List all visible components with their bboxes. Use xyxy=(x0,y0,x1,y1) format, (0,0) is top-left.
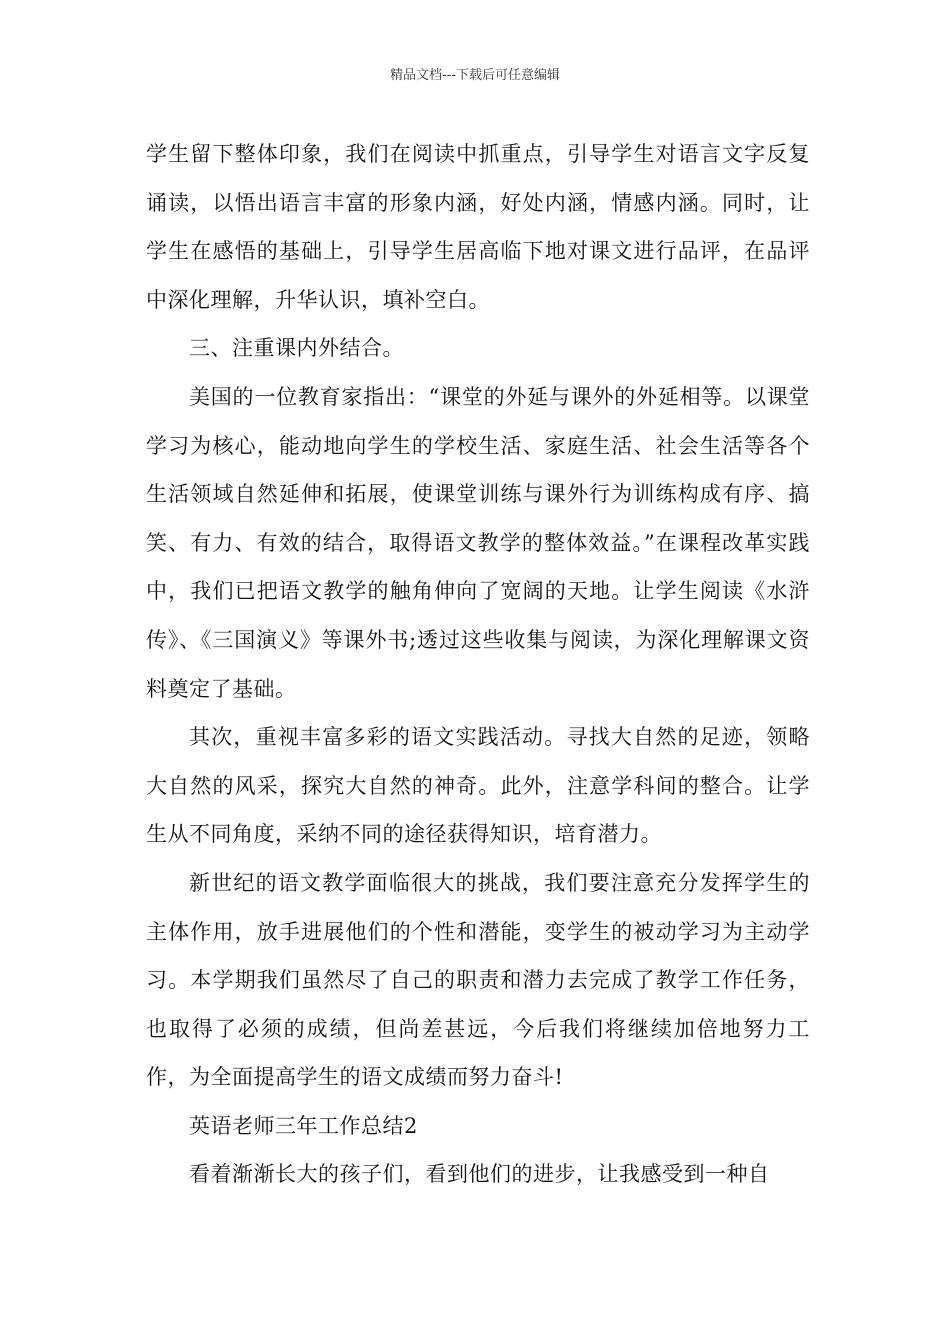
document-body xyxy=(146,130,810,1199)
paragraph-continuation: 学生留下整体印象，我们在阅读中抓重点，引导学生对语言文字反复诵读，以悟出语言丰富的形象内涵，好处内涵，情感内涵。同时，让学生在感悟的基础上，引导学生居高临下地对课文进行品评，在品评中深化理解，升华认识，填补空白。 xyxy=(146,142,810,312)
article-title: 英语老师三年工作总结2 xyxy=(189,1113,418,1138)
paragraph: 看着渐渐长大的孩子们，看到他们的进步，让我感受到一种自 xyxy=(189,1162,770,1187)
paragraph: 美国的一位教育家指出：“课堂的外延与课外的外延相等。以课堂学习为核心，能动地向学生的学校生活、家庭生活、社会生活等各个生活领域自然延伸和拓展，使课堂训练与课外行为训练构成有序、搞笑、有力、有效的结合，取得语文教学的整体效益。”在课程改革实践中，我们已把语文教学的触角伸向了宽阔的天地。让学生阅读《水浒传》、《三国演义》等课外书;透过这些收集与阅读，为深化理解课文资料奠定了基础。 xyxy=(146,384,810,701)
paragraph: 新世纪的语文教学面临很大的挑战，我们要注意充分发挥学生的主体作用，放手进展他们的个性和潜能，变学生的被动学习为主动学习。本学期我们虽然尽了自己的职责和潜力去完成了教学工作任务，也取得了必须的成绩，但尚差甚远，今后我们将继续加倍地努力工作，为全面提高学生的语文成绩而努力奋斗! xyxy=(146,870,810,1090)
page-header: 精品文档---下载后可任意编辑 xyxy=(389,68,561,83)
paragraph: 其次，重视丰富多彩的语文实践活动。寻找大自然的足迹，领略大自然的风采，探究大自然的神奇。此外，注意学科间的整合。让学生从不同角度，采纳不同的途径获得知识，培育潜力。 xyxy=(146,725,810,847)
section-heading: 三、注重课内外结合。 xyxy=(189,336,404,361)
